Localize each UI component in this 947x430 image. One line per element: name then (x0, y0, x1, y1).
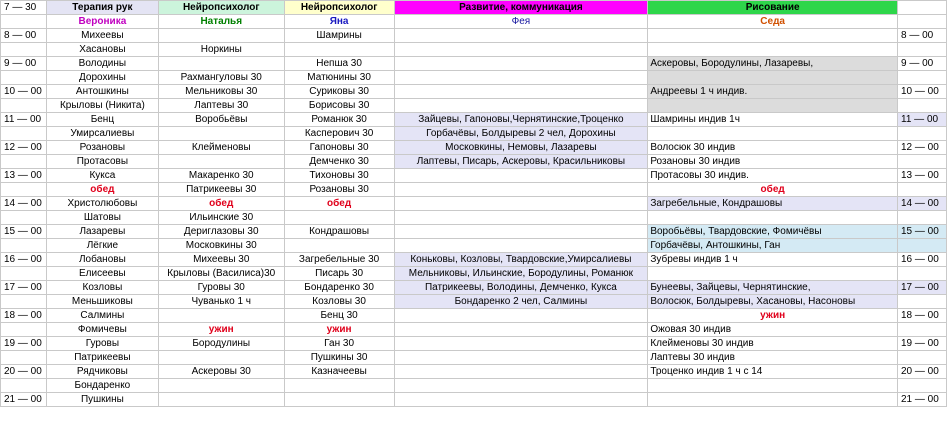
schedule-body (1, 1, 947, 407)
therapy-cell[interactable]: Умирсалиевы (46, 127, 158, 141)
time-cell[interactable] (1, 71, 47, 85)
draw-cell[interactable]: Аскеровы, Бородулины, Лазаревы, (648, 57, 898, 71)
neuro1-cell[interactable]: Крыловы (Василиса)30 (158, 267, 284, 281)
time-cell[interactable]: 18 — 00 (1, 309, 47, 323)
dev-cell[interactable] (394, 183, 648, 197)
neuro2-cell[interactable]: Загребельные 30 (284, 253, 394, 267)
draw-cell[interactable]: Клейменовы 30 индив (648, 337, 898, 351)
time-cell[interactable] (1, 211, 47, 225)
header-neuro1[interactable]: Нейропсихолог (158, 1, 284, 15)
dev-cell[interactable] (394, 197, 648, 211)
header-dev[interactable]: Развитие, коммуникация (394, 1, 648, 15)
time-cell[interactable]: 19 — 00 (1, 337, 47, 351)
neuro2-cell[interactable]: Бондаренко 30 (284, 281, 394, 295)
staff-neuro2[interactable]: Яна (284, 15, 394, 29)
neuro2-cell[interactable] (284, 211, 394, 225)
therapy-cell[interactable]: Козловы (46, 281, 158, 295)
therapy-cell[interactable]: Елисеевы (46, 267, 158, 281)
time-right-cell[interactable] (898, 211, 947, 225)
dev-cell[interactable] (394, 169, 648, 183)
time-cell[interactable]: 17 — 00 (1, 281, 47, 295)
neuro1-cell[interactable]: Аскеровы 30 (158, 365, 284, 379)
draw-cell[interactable]: Волосюк 30 индив (648, 141, 898, 155)
neuro1-cell[interactable]: Гуровы 30 (158, 281, 284, 295)
draw-cell[interactable] (648, 29, 898, 43)
draw-cell[interactable]: ужин (648, 309, 898, 323)
time-right-cell[interactable]: 17 — 00 (898, 281, 947, 295)
dev-cell[interactable] (394, 239, 648, 253)
time-right-cell[interactable]: 16 — 00 (898, 253, 947, 267)
neuro1-cell[interactable]: Макаренко 30 (158, 169, 284, 183)
time-right-cell[interactable]: 18 — 00 (898, 309, 947, 323)
time-cell[interactable] (1, 155, 47, 169)
schedule-row (1, 337, 947, 351)
schedule-row (1, 211, 947, 225)
schedule-row (1, 141, 947, 155)
schedule-row (1, 309, 947, 323)
therapy-cell[interactable]: Розановы (46, 141, 158, 155)
draw-cell[interactable] (648, 43, 898, 57)
neuro1-cell[interactable] (158, 351, 284, 365)
time-cell[interactable]: 14 — 00 (1, 197, 47, 211)
neuro1-cell[interactable]: Московкины 30 (158, 239, 284, 253)
draw-cell[interactable] (648, 393, 898, 407)
draw-cell[interactable]: Бунеевы, Зайцевы, Чернятинские, (648, 281, 898, 295)
neuro2-cell[interactable]: Романюк 30 (284, 113, 394, 127)
dev-cell[interactable] (394, 379, 648, 393)
dev-cell[interactable]: Горбачёвы, Болдыревы 2 чел, Дорохины (394, 127, 648, 141)
neuro2-cell[interactable] (284, 393, 394, 407)
schedule-row (1, 295, 947, 309)
dev-cell[interactable] (394, 365, 648, 379)
time-cell[interactable]: 11 — 00 (1, 113, 47, 127)
header-draw[interactable]: Рисование (648, 1, 898, 15)
neuro2-cell[interactable] (284, 43, 394, 57)
schedule-row (1, 43, 947, 57)
neuro2-cell[interactable]: Розановы 30 (284, 183, 394, 197)
time-cell[interactable] (1, 351, 47, 365)
therapy-cell[interactable]: Лёгкие (46, 239, 158, 253)
schedule-row (1, 127, 947, 141)
header-neuro2[interactable]: Нейропсихолог (284, 1, 394, 15)
staff-neuro1[interactable]: Наталья (158, 15, 284, 29)
header-time[interactable]: 7 — 30 (1, 1, 47, 15)
header-empty[interactable] (898, 1, 947, 15)
time-cell[interactable]: 8 — 00 (1, 29, 47, 43)
neuro2-cell[interactable]: Суриковы 30 (284, 85, 394, 99)
draw-cell[interactable]: Волосюк, Болдыревы, Хасановы, Насоновы (648, 295, 898, 309)
dev-cell[interactable]: Московкины, Немовы, Лазаревы (394, 141, 648, 155)
neuro2-cell[interactable] (284, 239, 394, 253)
therapy-cell[interactable]: Володины (46, 57, 158, 71)
schedule-row (1, 393, 947, 407)
time-right-cell[interactable]: 10 — 00 (898, 85, 947, 99)
time-cell[interactable]: 20 — 00 (1, 365, 47, 379)
schedule-row (1, 29, 947, 43)
schedule-row (1, 253, 947, 267)
therapy-cell[interactable]: Патрикеевы (46, 351, 158, 365)
schedule-row (1, 239, 947, 253)
time-right-cell[interactable]: 21 — 00 (898, 393, 947, 407)
staff-right-empty[interactable] (898, 15, 947, 29)
neuro2-cell[interactable]: Кондрашовы (284, 225, 394, 239)
draw-cell[interactable] (648, 99, 898, 113)
therapy-cell[interactable]: Пушкины (46, 393, 158, 407)
schedule-row (1, 267, 947, 281)
draw-cell[interactable]: Троценко индив 1 ч с 14 (648, 365, 898, 379)
staff-dev[interactable]: Фея (394, 15, 648, 29)
dev-cell[interactable]: Зайцевы, Гапоновы,Чернятинские,Троценко (394, 113, 648, 127)
time-right-cell[interactable] (898, 99, 947, 113)
neuro2-cell[interactable]: ужин (284, 323, 394, 337)
therapy-cell[interactable]: Бондаренко (46, 379, 158, 393)
neuro2-cell[interactable]: Козловы 30 (284, 295, 394, 309)
therapy-cell[interactable]: Салмины (46, 309, 158, 323)
time-right-cell[interactable]: 9 — 00 (898, 57, 947, 71)
neuro2-cell[interactable]: Казначеевы (284, 365, 394, 379)
draw-cell[interactable] (648, 211, 898, 225)
therapy-cell[interactable]: Михеевы (46, 29, 158, 43)
neuro1-cell[interactable]: Лаптевы 30 (158, 99, 284, 113)
time-cell[interactable] (1, 295, 47, 309)
dev-cell[interactable]: Мельниковы, Ильинские, Бородулины, Романюк (394, 267, 648, 281)
neuro2-cell[interactable]: Матюнины 30 (284, 71, 394, 85)
neuro2-cell[interactable]: Бенц 30 (284, 309, 394, 323)
time-cell[interactable]: 9 — 00 (1, 57, 47, 71)
time-cell[interactable] (1, 127, 47, 141)
header-therapy[interactable]: Терапия рук (46, 1, 158, 15)
time-right-cell[interactable] (898, 295, 947, 309)
neuro1-cell[interactable]: Мельниковы 30 (158, 85, 284, 99)
neuro1-cell[interactable] (158, 379, 284, 393)
neuro1-cell[interactable]: Клейменовы (158, 141, 284, 155)
draw-cell[interactable] (648, 71, 898, 85)
schedule-row (1, 113, 947, 127)
neuro2-cell[interactable]: Непша 30 (284, 57, 394, 71)
draw-cell[interactable]: Протасовы 30 индив. (648, 169, 898, 183)
neuro1-cell[interactable] (158, 393, 284, 407)
time-cell[interactable]: 21 — 00 (1, 393, 47, 407)
time-right-cell[interactable]: 14 — 00 (898, 197, 947, 211)
time-cell[interactable] (1, 323, 47, 337)
staff-row (1, 15, 947, 29)
time-right-cell[interactable]: 8 — 00 (898, 29, 947, 43)
neuro1-cell[interactable]: Михеевы 30 (158, 253, 284, 267)
neuro2-cell[interactable]: Шамрины (284, 29, 394, 43)
neuro1-cell[interactable] (158, 57, 284, 71)
therapy-cell[interactable]: Хасановы (46, 43, 158, 57)
schedule-row (1, 365, 947, 379)
dev-cell[interactable]: Коньковы, Козловы, Твардовские,Умирсалиевы (394, 253, 648, 267)
dev-cell[interactable] (394, 43, 648, 57)
time-right-cell[interactable] (898, 323, 947, 337)
therapy-cell[interactable]: обед (46, 183, 158, 197)
header-row (1, 1, 947, 15)
schedule-row (1, 85, 947, 99)
neuro1-cell[interactable]: Воробьёвы (158, 113, 284, 127)
neuro2-cell[interactable]: Борисовы 30 (284, 99, 394, 113)
draw-cell[interactable]: Андреевы 1 ч индив. (648, 85, 898, 99)
therapy-cell[interactable]: Протасовы (46, 155, 158, 169)
time-right-cell[interactable]: 13 — 00 (898, 169, 947, 183)
neuro2-cell[interactable]: Демченко 30 (284, 155, 394, 169)
therapy-cell[interactable]: Гуровы (46, 337, 158, 351)
neuro2-cell[interactable]: Тихоновы 30 (284, 169, 394, 183)
therapy-cell[interactable]: Христолюбовы (46, 197, 158, 211)
therapy-cell[interactable]: Лазаревы (46, 225, 158, 239)
time-cell[interactable] (1, 43, 47, 57)
draw-cell[interactable]: Горбачёвы, Антошкины, Ган (648, 239, 898, 253)
time-right-cell[interactable] (898, 351, 947, 365)
time-cell[interactable]: 12 — 00 (1, 141, 47, 155)
neuro1-cell[interactable]: Бородулины (158, 337, 284, 351)
schedule-row (1, 155, 947, 169)
dev-cell[interactable] (394, 85, 648, 99)
time-right-cell[interactable]: 20 — 00 (898, 365, 947, 379)
therapy-cell[interactable]: Крыловы (Никита) (46, 99, 158, 113)
schedule-row (1, 379, 947, 393)
schedule-row (1, 183, 947, 197)
time-right-cell[interactable] (898, 379, 947, 393)
staff-draw[interactable]: Седа (648, 15, 898, 29)
time-cell[interactable] (1, 239, 47, 253)
dev-cell[interactable] (394, 323, 648, 337)
time-right-cell[interactable] (898, 155, 947, 169)
schedule-row (1, 351, 947, 365)
draw-cell[interactable]: обед (648, 183, 898, 197)
dev-cell[interactable] (394, 29, 648, 43)
dev-cell[interactable] (394, 309, 648, 323)
dev-cell[interactable] (394, 57, 648, 71)
schedule-row (1, 99, 947, 113)
time-right-cell[interactable] (898, 239, 947, 253)
time-right-cell[interactable]: 11 — 00 (898, 113, 947, 127)
neuro2-cell[interactable]: Касперович 30 (284, 127, 394, 141)
dev-cell[interactable] (394, 99, 648, 113)
time-right-cell[interactable]: 19 — 00 (898, 337, 947, 351)
time-right-cell[interactable] (898, 127, 947, 141)
dev-cell[interactable] (394, 225, 648, 239)
time-right-cell[interactable] (898, 71, 947, 85)
therapy-cell[interactable]: Меньшиковы (46, 295, 158, 309)
therapy-cell[interactable]: Дорохины (46, 71, 158, 85)
neuro1-cell[interactable] (158, 127, 284, 141)
draw-cell[interactable]: Ожовая 30 индив (648, 323, 898, 337)
neuro1-cell[interactable]: обед (158, 197, 284, 211)
dev-cell[interactable] (394, 211, 648, 225)
time-cell[interactable] (1, 99, 47, 113)
schedule-row (1, 169, 947, 183)
time-cell[interactable] (1, 183, 47, 197)
draw-cell[interactable]: Загребельные, Кондрашовы (648, 197, 898, 211)
draw-cell[interactable]: Розановы 30 индив (648, 155, 898, 169)
neuro2-cell[interactable]: Гапоновы 30 (284, 141, 394, 155)
draw-cell[interactable] (648, 379, 898, 393)
therapy-cell[interactable]: Фомичевы (46, 323, 158, 337)
time-right-cell[interactable] (898, 43, 947, 57)
neuro1-cell[interactable]: Дериглазовы 30 (158, 225, 284, 239)
time-cell[interactable] (1, 267, 47, 281)
neuro1-cell[interactable]: Рахмангуловы 30 (158, 71, 284, 85)
staff-therapy[interactable]: Вероника (46, 15, 158, 29)
therapy-cell[interactable]: Бенц (46, 113, 158, 127)
neuro1-cell[interactable]: Ильинские 30 (158, 211, 284, 225)
draw-cell[interactable] (648, 127, 898, 141)
draw-cell[interactable] (648, 267, 898, 281)
neuro1-cell[interactable]: Патрикеевы 30 (158, 183, 284, 197)
time-right-cell[interactable]: 12 — 00 (898, 141, 947, 155)
neuro2-cell[interactable]: обед (284, 197, 394, 211)
dev-cell[interactable] (394, 337, 648, 351)
time-right-cell[interactable]: 15 — 00 (898, 225, 947, 239)
time-cell[interactable]: 16 — 00 (1, 253, 47, 267)
neuro2-cell[interactable]: Писарь 30 (284, 267, 394, 281)
time-cell[interactable]: 10 — 00 (1, 85, 47, 99)
schedule-row (1, 197, 947, 211)
neuro2-cell[interactable]: Ган 30 (284, 337, 394, 351)
neuro1-cell[interactable] (158, 309, 284, 323)
dev-cell[interactable]: Лаптевы, Писарь, Аскеровы, Красильниковы (394, 155, 648, 169)
schedule-row (1, 71, 947, 85)
neuro1-cell[interactable] (158, 29, 284, 43)
time-cell[interactable] (1, 379, 47, 393)
time-right-cell[interactable] (898, 183, 947, 197)
time-right-cell[interactable] (898, 267, 947, 281)
neuro1-cell[interactable] (158, 155, 284, 169)
dev-cell[interactable] (394, 71, 648, 85)
time-cell[interactable]: 15 — 00 (1, 225, 47, 239)
staff-time-empty[interactable] (1, 15, 47, 29)
time-cell[interactable]: 13 — 00 (1, 169, 47, 183)
schedule-row (1, 281, 947, 295)
neuro2-cell[interactable] (284, 379, 394, 393)
neuro1-cell[interactable]: ужин (158, 323, 284, 337)
therapy-cell[interactable]: Рядчиковы (46, 365, 158, 379)
therapy-cell[interactable]: Лобановы (46, 253, 158, 267)
dev-cell[interactable]: Бондаренко 2 чел, Салмины (394, 295, 648, 309)
draw-cell[interactable]: Лаптевы 30 индив (648, 351, 898, 365)
schedule-row (1, 323, 947, 337)
neuro1-cell[interactable]: Чуванько 1 ч (158, 295, 284, 309)
schedule-row (1, 225, 947, 239)
therapy-cell[interactable]: Кукса (46, 169, 158, 183)
dev-cell[interactable]: Патрикеевы, Володины, Демченко, Кукса (394, 281, 648, 295)
therapy-cell[interactable]: Антошкины (46, 85, 158, 99)
dev-cell[interactable] (394, 351, 648, 365)
dev-cell[interactable] (394, 393, 648, 407)
therapy-cell[interactable]: Шатовы (46, 211, 158, 225)
draw-cell[interactable]: Воробьёвы, Твардовские, Фомичёвы (648, 225, 898, 239)
draw-cell[interactable]: Шамрины индив 1ч (648, 113, 898, 127)
draw-cell[interactable]: Зубревы индив 1 ч (648, 253, 898, 267)
schedule-row (1, 57, 947, 71)
neuro2-cell[interactable]: Пушкины 30 (284, 351, 394, 365)
neuro1-cell[interactable]: Норкины (158, 43, 284, 57)
